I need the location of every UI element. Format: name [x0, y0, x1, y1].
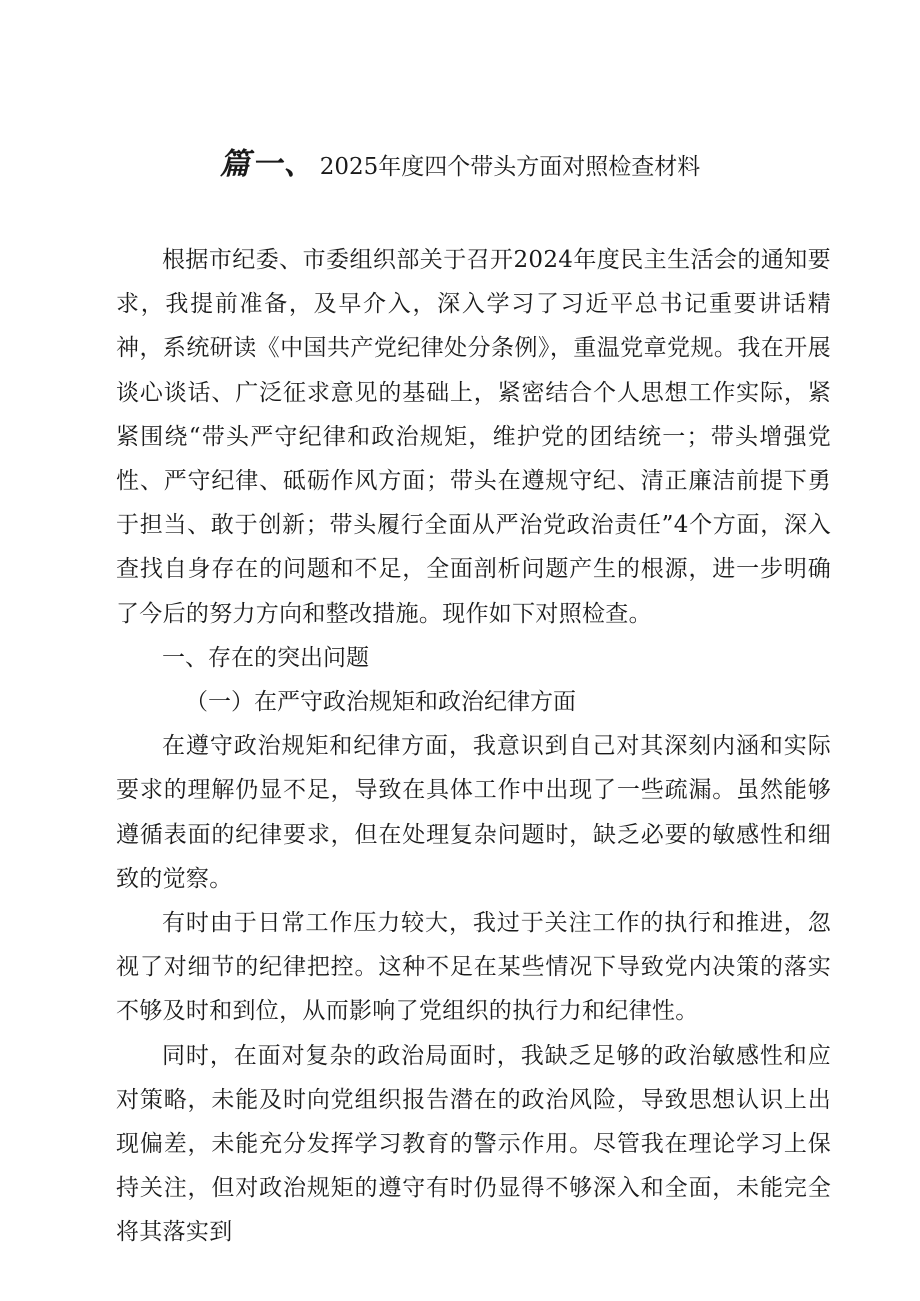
body-paragraph-3: 同时，在面对复杂的政治局面时，我缺乏足够的政治敏感性和应对策略，未能及时向党组织报告潜在的政治风险，导致思想认识上出现偏差，未能充分发挥学习教育的警示作用。尽管我在理论学习上保持关注，但对政治规矩的遵守有时仍显得不够深入和全面，未能完全将其落实到	[116, 1042, 831, 1246]
subsection-heading: （一）在严守政治规矩和政治纪律方面	[185, 689, 576, 716]
section-heading: 一、存在的突出问题	[162, 644, 369, 671]
title-text: 2025年度四个带头方面对照检查材料	[319, 154, 701, 180]
document-body	[116, 238, 831, 1255]
document-title	[0, 145, 920, 187]
body-paragraph-2: 有时由于日常工作压力较大，我过于关注工作的执行和推进，忽视了对细节的纪律把控。这种不足在某些情况下导致党内决策的落实不够及时和到位，从而影响了党组织的执行力和纪律性。	[116, 910, 831, 1025]
intro-paragraph: 根据市纪委、市委组织部关于召开2024年度民主生活会的通知要求，我提前准备，及早介入，深入学习了习近平总书记重要讲话精神，系统研读《中国共产党纪律处分条例》，重温党章党规。我在开展谈心谈话、广泛征求意见的基础上，紧密结合个人思想工作实际，紧紧围绕“带头严守纪律和政治规矩，维护党的团结统一；带头增强党性、严守纪律、砥砺作风方面；带头在遵规守纪、清正廉洁前提下勇于担当、敢于创新；带头履行全面从严治党政治责任”4个方面，深入查找自身存在的问题和不足，全面剖析问题产生的根源，进一步明确了今后的努力方向和整改措施。现作如下对照检查。	[116, 247, 831, 627]
body-paragraph-1: 在遵守政治规矩和纪律方面，我意识到自己对其深刻内涵和实际要求的理解仍显不足，导致在具体工作中出现了一些疏漏。虽然能够遵循表面的纪律要求，但在处理复杂问题时，缺乏必要的敏感性和细致的觉察。	[116, 733, 831, 892]
title-prefix: 篇一、	[219, 147, 316, 182]
